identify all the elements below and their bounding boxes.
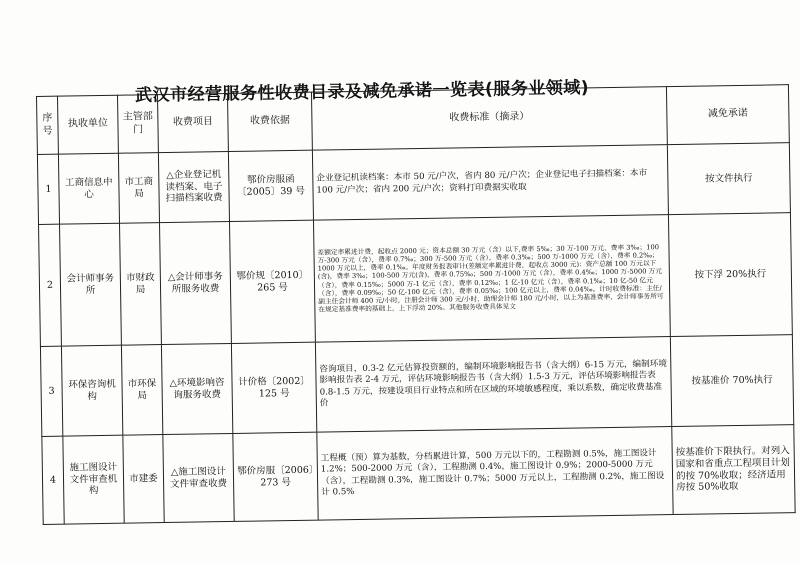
cell-dept: 市建委 (123, 435, 164, 524)
cell-commitment: 按文件执行 (667, 143, 790, 215)
table-row (37, 143, 790, 225)
cell-dept: 市工商局 (118, 153, 159, 224)
cell-basis: 鄂价规〔2010〕265 号 (229, 220, 315, 343)
cell-basis: 计价格〔2002〕125 号 (231, 342, 316, 433)
fee-table (36, 84, 796, 525)
fee-table-container (36, 84, 796, 525)
cell-item: △企业登记机读档案、电子扫描档案收费 (158, 151, 229, 222)
cell-standard: 咨询项目，0.3-2 亿元估算投资额的，编制环境影响报告书（含大纲）6-15 万元，编制环境影响报告表 2-4 万元，评估环境影响报告书（含大纲）1.5-3 万元，评估环境影响报告表 0.8-1.5 万元，按建设项目行业特点和所在区域的环境敏感程度，乘以系数，确定收费基准价 (315, 337, 671, 433)
cell-dept: 市环保局 (121, 345, 162, 436)
cell-commitment: 按基准价 70%执行 (670, 335, 793, 427)
cell-no: 3 (40, 346, 62, 436)
cell-basis: 鄂价房服〔2006〕273 号 (233, 432, 318, 521)
cell-basis: 鄂价房服函〔2005〕39 号 (228, 150, 313, 221)
cell-commitment: 按下浮 20%执行 (668, 213, 792, 337)
cell-unit: 施工图设计文件审查机构 (63, 435, 124, 524)
cell-no: 4 (42, 436, 64, 524)
cell-no: 2 (39, 224, 62, 346)
cell-dept: 市财政局 (120, 223, 162, 346)
document-title: 武汉市经营服务性收费目录及减免承诺一览表(服务业领域) (134, 77, 590, 106)
header-item: 收费项目 (157, 93, 228, 152)
header-commitment: 减免承诺 (666, 85, 789, 145)
cell-standard: 企业登记机读档案：本市 50 元/户次，省内 80 元/户次；企业登记电子扫描档案：本市 100 元/户次；省内 200 元/户次；资料打印费据实收取 (312, 145, 668, 221)
cell-item: △会计师事务所服务收费 (160, 221, 232, 344)
cell-standard: 差额定率累进计费，起收点 2000 元；资本总额 30 万元（含）以下,费率 5‰；30 万-100 万元，费率 3‰；100 万-300 万元（含），费率 0.7‰；300 万-500 万元（含），费率 0.3‰；500 万-1000 万元（含），费率 0.2‰；1000 万元以上，费率 0.1‰。年度财务报表审计(差额定率累进计费，起收点 3000 元)：资产总额 100 万元以下(含)，费率 3‰；100-500 万元(含)，费率 0.75‰；500 万-1000 万元（含），费率 0.4‰；1000 万-5000 万元（含），费率 0.15‰；5000 万-1 亿元（含），费率 0.12‰；1 亿-10 亿元（含），费率 0.1‰；10 亿-50 亿元（含），费率 0.09‰；50 亿-100 亿元（含），费率 0.05‰；100 亿元以上，费率 0.04‰。计时收费标准：主任/副主任会计师 400 元/小时，注册会计师 300 元/小时，助理会计师 180 元/小时，以上为基准费率，会计师事务所可在规定基准费率的基础上，上下浮动 20%。其他服务收费具体见文 (313, 215, 670, 343)
header-basis: 收费依据 (227, 92, 312, 151)
cell-unit: 环保咨询机构 (61, 345, 122, 436)
cell-commitment: 按基准价下限执行。对列入国家和省重点工程项目计划的按 70%收取；经济适用房按 50%收取 (672, 425, 795, 515)
header-standard: 收费标准（摘录） (311, 87, 667, 151)
table-row (40, 335, 793, 437)
cell-unit: 工商信息中心 (58, 153, 119, 224)
cell-unit: 会计师事务所 (60, 223, 122, 346)
table-row (39, 213, 793, 347)
header-unit: 执收单位 (58, 95, 119, 154)
cell-standard: 工程概（预）算为基数，分档累进计算，500 万元以下的，工程勘测 0.5%，施工图设计 1.2%；500-2000 万元（含），工程勘测 0.4%，施工图设计 0.9%；2000-5000 万元（含），工程勘测 0.3%，施工图设计 0.7%；5000 万元以上，工程勘测 0.2%，施工图设计 0.5% (317, 427, 673, 521)
table-row (42, 425, 795, 525)
cell-no: 1 (37, 154, 59, 224)
cell-item: △环境影响咨询服务收费 (161, 343, 232, 434)
cell-item: △施工图设计文件审查收费 (163, 433, 234, 522)
header-dept: 主管部门 (117, 95, 158, 154)
header-no: 序号 (37, 96, 59, 154)
